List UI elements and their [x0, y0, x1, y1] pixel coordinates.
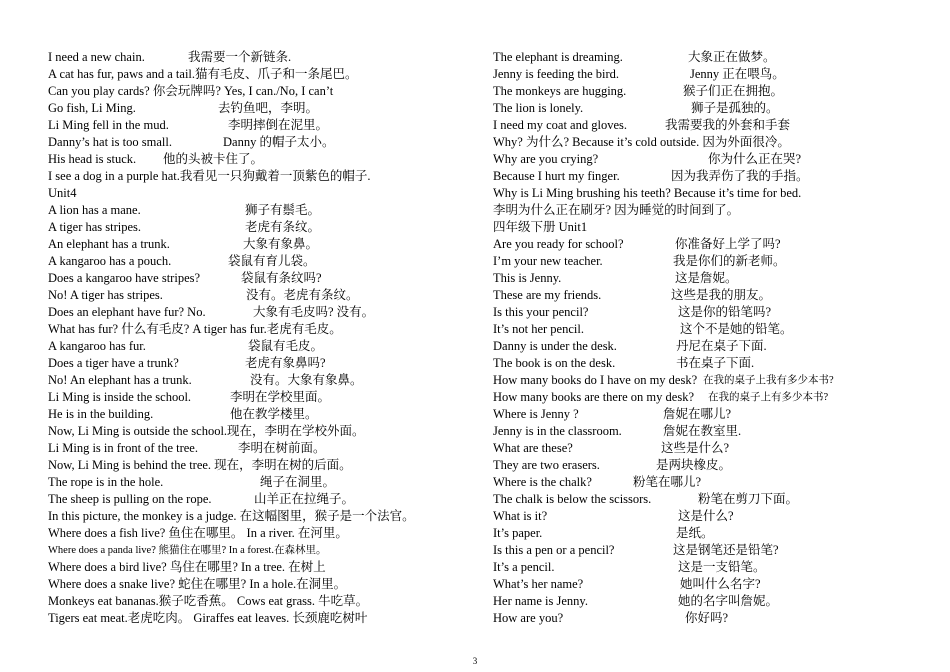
text-line: [48, 117, 468, 134]
chinese-text: 袋鼠有育儿袋。: [228, 254, 316, 268]
text-line: [493, 474, 913, 491]
text-line: [493, 270, 913, 287]
unit-heading: [48, 185, 468, 202]
chinese-text: 大象有象鼻。: [243, 237, 319, 251]
english-text: Why is Li Ming brushing his teeth? Because it’s time for bed.: [493, 186, 802, 200]
english-text: Why? 为什么? Because it’s cold outside. 因为外面很冷。: [493, 135, 790, 149]
english-text: Now, Li Ming is outside the school.现在，李明在学校外面。: [48, 424, 365, 438]
text-line: [48, 576, 468, 593]
chinese-text: 这些是什么?: [661, 441, 730, 455]
text-line: [493, 457, 913, 474]
text-line: [48, 321, 468, 338]
english-text: How many books do I have on my desk?: [493, 373, 698, 387]
chinese-text: 这是一支铅笔。: [678, 560, 766, 574]
chinese-text: Jenny 正在喂鸟。: [690, 67, 785, 81]
english-text: He is in the building.: [48, 407, 154, 421]
text-line: [493, 423, 913, 440]
text-line: [493, 168, 913, 185]
english-text: Her name is Jenny.: [493, 594, 588, 608]
english-text: A tiger has stripes.: [48, 220, 142, 234]
english-text: Where does a bird live? 鸟住在哪里? In a tree. 在树上: [48, 560, 326, 574]
text-line: [493, 117, 913, 134]
english-text: They are two erasers.: [493, 458, 600, 472]
text-line: [493, 100, 913, 117]
text-line: [48, 49, 468, 66]
chinese-text: 这是什么?: [678, 509, 734, 523]
chinese-text: 狮子是孤独的。: [691, 101, 779, 115]
english-text: Does a tiger have a trunk?: [48, 356, 179, 370]
text-line: [48, 542, 468, 559]
english-text: The rope is in the hole.: [48, 475, 164, 489]
chinese-text: 她叫什么名字?: [680, 577, 761, 591]
english-text: Where does a panda live? 熊猫住在哪里? In a forest.在森林里。: [48, 545, 327, 556]
chinese-text: 李明摔倒在泥里。: [228, 118, 329, 132]
chinese-text: 他在教学楼里。: [230, 407, 318, 421]
text-line: [493, 525, 913, 542]
chinese-text: 李明在学校里面。: [230, 390, 331, 404]
english-text: What has fur? 什么有毛皮? A tiger has fur.老虎有毛皮。: [48, 322, 342, 336]
text-line: [48, 559, 468, 576]
chinese-text: 你好吗?: [685, 611, 729, 625]
text-line: [48, 457, 468, 474]
text-line: [493, 491, 913, 508]
english-text: What are these?: [493, 441, 573, 455]
english-text: The sheep is pulling on the rope.: [48, 492, 212, 506]
text-line: [48, 508, 468, 525]
english-text: In this picture, the monkey is a judge. 在这幅图里，猴子是一个法官。: [48, 509, 415, 523]
chinese-text: 袋鼠有条纹吗?: [241, 271, 322, 285]
chinese-text: 是两块橡皮。: [656, 458, 732, 472]
chinese-text: 狮子有鬃毛。: [245, 203, 321, 217]
text-line: [48, 100, 468, 117]
chinese-text: 袋鼠有毛皮。: [248, 339, 324, 353]
chinese-text: 粉笔在哪儿?: [633, 475, 702, 489]
text-line: [493, 406, 913, 423]
chinese-text: 我是你们的新老师。: [673, 254, 786, 268]
english-text: Is this a pen or a pencil?: [493, 543, 615, 557]
text-line: [48, 474, 468, 491]
english-text: Where does a fish live? 鱼住在哪里。 In a river. 在河里。: [48, 526, 348, 540]
english-text: The monkeys are hugging.: [493, 84, 627, 98]
english-text: What’s her name?: [493, 577, 584, 591]
text-line: [48, 66, 468, 83]
text-line: [493, 440, 913, 457]
chinese-text: 詹妮在哪儿?: [663, 407, 732, 421]
chinese-text: 大象有毛皮吗? 没有。: [253, 305, 375, 319]
english-text: I’m your new teacher.: [493, 254, 603, 268]
chinese-text: 粉笔在剪刀下面。: [698, 492, 799, 506]
text-line: [493, 576, 913, 593]
chinese-text: 老虎有象鼻吗?: [245, 356, 326, 370]
english-text: An elephant has a trunk.: [48, 237, 170, 251]
english-text: A kangaroo has fur.: [48, 339, 146, 353]
text-line: [48, 440, 468, 457]
english-text: It’s a pencil.: [493, 560, 555, 574]
chinese-text: 这是詹妮。: [675, 271, 738, 285]
chinese-text: 詹妮在教室里.: [663, 424, 742, 438]
text-line: [493, 202, 913, 219]
text-line: [48, 287, 468, 304]
english-text: Li Ming is in front of the tree.: [48, 441, 198, 455]
english-text: Now, Li Ming is behind the tree. 现在，李明在树的后面。: [48, 458, 352, 472]
text-line: [493, 185, 913, 202]
text-line: [48, 338, 468, 355]
text-line: [493, 66, 913, 83]
text-line: [493, 83, 913, 100]
text-line: [48, 134, 468, 151]
chinese-text: 书在桌子下面.: [676, 356, 755, 370]
english-text: How many books are there on my desk?: [493, 390, 694, 404]
text-line: [493, 151, 913, 168]
chinese-text: 山羊正在拉绳子。: [254, 492, 355, 506]
chinese-text: 这是你的铅笔吗?: [678, 305, 772, 319]
english-text: 李明为什么正在刷牙? 因为睡觉的时间到了。: [493, 203, 740, 217]
text-line: [493, 236, 913, 253]
text-line: [493, 508, 913, 525]
text-line: [493, 304, 913, 321]
chinese-text: 丹尼在桌子下面.: [676, 339, 767, 353]
text-line: [493, 49, 913, 66]
text-line: [48, 406, 468, 423]
english-text: Does a kangaroo have stripes?: [48, 271, 201, 285]
text-line: [48, 151, 468, 168]
text-line: [48, 525, 468, 542]
text-line: [48, 389, 468, 406]
text-line: [48, 253, 468, 270]
chinese-text: 这些是我的朋友。: [671, 288, 772, 302]
chinese-text: 你为什么正在哭?: [708, 152, 802, 166]
english-text: I see a dog in a purple hat.我看见一只狗戴着一顶紫色的帽子.: [48, 169, 371, 183]
english-text: The elephant is dreaming.: [493, 50, 623, 64]
chinese-text: 老虎有条纹。: [245, 220, 321, 234]
english-text: A kangaroo has a pouch.: [48, 254, 172, 268]
english-text: Danny’s hat is too small.: [48, 135, 172, 149]
english-text: Does an elephant have fur? No.: [48, 305, 206, 319]
text-line: [48, 83, 468, 100]
english-text: Because I hurt my finger.: [493, 169, 620, 183]
english-text: This is Jenny.: [493, 271, 562, 285]
chinese-text: 你准备好上学了吗?: [675, 237, 781, 251]
english-text: A lion has a mane.: [48, 203, 141, 217]
page-number: 3: [472, 656, 478, 666]
english-text: Danny is under the desk.: [493, 339, 617, 353]
chinese-text: 大象正在做梦。: [688, 50, 776, 64]
text-line: [48, 423, 468, 440]
english-text: The lion is lonely.: [493, 101, 584, 115]
english-text: Jenny is feeding the bird.: [493, 67, 620, 81]
text-line: [48, 593, 468, 610]
chinese-text: 这是钢笔还是铅笔?: [673, 543, 779, 557]
chinese-text: 没有。大象有象鼻。: [250, 373, 363, 387]
chinese-text: 我需要一个新链条.: [188, 50, 292, 64]
text-line: [48, 304, 468, 321]
text-line: [493, 372, 913, 389]
english-text: Li Ming fell in the mud.: [48, 118, 169, 132]
english-text: The chalk is below the scissors.: [493, 492, 652, 506]
english-text: How are you?: [493, 611, 564, 625]
right-column: [493, 49, 913, 627]
english-text: His head is stuck.: [48, 152, 137, 166]
chinese-text: 去钓鱼吧，李明。: [218, 101, 319, 115]
english-text: Tigers eat meat.老虎吃肉。 Giraffes eat leaves. 长颈鹿吃树叶: [48, 611, 368, 625]
english-text: Unit4: [48, 186, 77, 200]
english-text: Go fish, Li Ming.: [48, 101, 136, 115]
english-text: Where does a snake live? 蛇住在哪里? In a hole.在洞里。: [48, 577, 347, 591]
english-text: The book is on the desk.: [493, 356, 616, 370]
text-line: [493, 610, 913, 627]
english-text: I need my coat and gloves.: [493, 118, 627, 132]
text-line: [48, 491, 468, 508]
text-line: [493, 355, 913, 372]
english-text: Where is the chalk?: [493, 475, 592, 489]
chinese-text: 在我的桌子上我有多少本书?: [703, 375, 834, 386]
english-text: What is it?: [493, 509, 548, 523]
english-text: I need a new chain.: [48, 50, 145, 64]
english-text: 四年级下册 Unit1: [493, 220, 588, 234]
text-line: [493, 338, 913, 355]
english-text: Are you ready for school?: [493, 237, 624, 251]
chinese-text: 我需要我的外套和手套: [665, 118, 791, 132]
english-text: It’s not her pencil.: [493, 322, 584, 336]
english-text: Jenny is in the classroom.: [493, 424, 622, 438]
text-line: [48, 168, 468, 185]
text-line: [493, 542, 913, 559]
text-line: [48, 372, 468, 389]
unit-heading: [493, 219, 913, 236]
text-line: [493, 134, 913, 151]
chinese-text: 这个不是她的铅笔。: [680, 322, 793, 336]
english-text: A cat has fur, paws and a tail.猫有毛皮、爪子和一条尾巴。: [48, 67, 358, 81]
text-line: [493, 389, 913, 406]
text-line: [493, 593, 913, 610]
chinese-text: 没有。老虎有条纹。: [246, 288, 359, 302]
text-line: [48, 610, 468, 627]
english-text: These are my friends.: [493, 288, 602, 302]
text-line: [493, 559, 913, 576]
text-line: [493, 253, 913, 270]
english-text: Is this your pencil?: [493, 305, 589, 319]
text-line: [48, 202, 468, 219]
english-text: No! A tiger has stripes.: [48, 288, 163, 302]
english-text: No! An elephant has a trunk.: [48, 373, 192, 387]
text-line: [493, 321, 913, 338]
chinese-text: 因为我弄伤了我的手指。: [671, 169, 809, 183]
chinese-text: 她的名字叫詹妮。: [678, 594, 779, 608]
text-line: [48, 355, 468, 372]
chinese-text: 他的头被卡住了。: [163, 152, 264, 166]
english-text: Where is Jenny ?: [493, 407, 579, 421]
left-column: [48, 49, 468, 627]
english-text: Monkeys eat bananas.猴子吃香蕉。 Cows eat grass. 牛吃草。: [48, 594, 369, 608]
chinese-text: Danny 的帽子太小。: [223, 135, 335, 149]
english-text: Li Ming is inside the school.: [48, 390, 192, 404]
chinese-text: 绳子在洞里。: [260, 475, 336, 489]
text-line: [48, 270, 468, 287]
chinese-text: 猴子们正在拥抱。: [683, 84, 784, 98]
text-line: [48, 219, 468, 236]
text-line: [48, 236, 468, 253]
text-line: [493, 287, 913, 304]
english-text: Why are you crying?: [493, 152, 599, 166]
chinese-text: 在我的桌子上有多少本书?: [708, 392, 829, 403]
chinese-text: 李明在树前面。: [238, 441, 326, 455]
english-text: It’s paper.: [493, 526, 543, 540]
chinese-text: 是纸。: [676, 526, 714, 540]
english-text: Can you play cards? 你会玩牌吗? Yes, I can./No, I can’t: [48, 84, 334, 98]
